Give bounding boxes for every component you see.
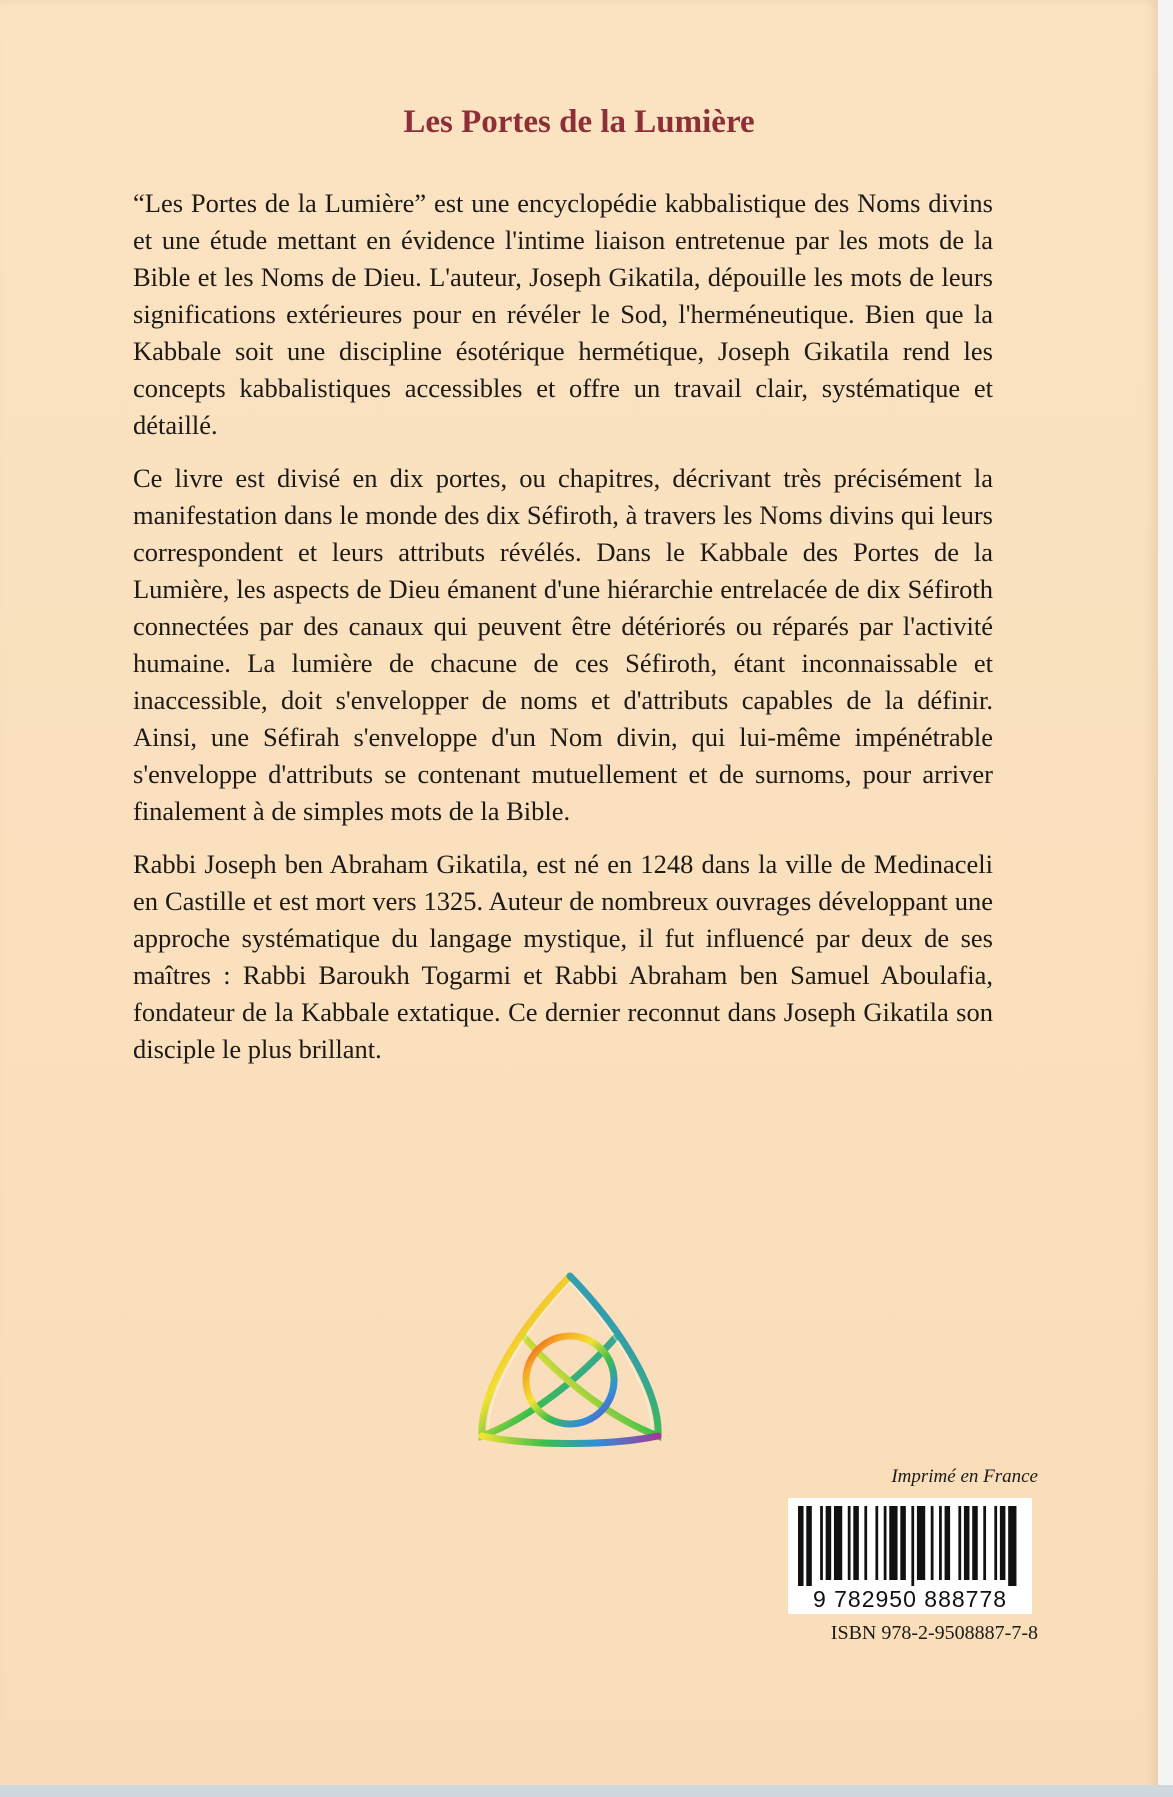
- barcode: [788, 1498, 1032, 1614]
- rainbow-triquetra-icon: [470, 1268, 670, 1448]
- isbn-label: ISBN 978-2-9508887-7-8: [830, 1622, 1038, 1644]
- blurb-paragraph-1: “Les Portes de la Lumière” est une encyclopédie kabbalistique des Noms divins et une étude mettant en évidence l'intime liaison entretenue par les mots de la Bible et les Noms de Dieu. L'auteur, Joseph Gikatila, dépouille les mots de leurs significations extérieures pour en révéler le Sod, l'herméneutique. Bien que la Kabbale soit une discipline ésotérique hermétique, Joseph Gikatila rend les concepts kabbalistiques accessibles et offre un travail clair, systématique et détaillé.: [133, 188, 993, 440]
- blurb-paragraph-3: Rabbi Joseph ben Abraham Gikatila, est né en 1248 dans la ville de Medinaceli en Castille et est mort vers 1325. Auteur de nombreux ouvrages développant une approche systématique du langage mystique, il fut influencé par deux de ses maîtres : Rabbi Baroukh Togarmi et Rabbi Abraham ben Samuel Aboulafia, fondateur de la Kabbale extatique. Ce dernier reconnut dans Joseph Gikatila son disciple le plus brillant.: [133, 849, 993, 1064]
- book-title: Les Portes de la Lumière: [403, 104, 755, 140]
- blurb: [133, 185, 993, 1084]
- barcode-digits: 9 782950 888778: [812, 1586, 1008, 1612]
- blurb-paragraph-2: Ce livre est divisé en dix portes, ou chapitres, décrivant très précisément la manifestation dans le monde des dix Séfiroth, à travers les Noms divins qui leurs correspondent et leurs attributs révélés. Dans le Kabbale des Portes de la Lumière, les aspects de Dieu émanent d'une hiérarchie entrelacée de dix Séfiroth connectées par des canaux qui peuvent être détériorés ou réparés par l'activité humaine. La lumière de chacune de ces Séfiroth, étant inconnaissable et inaccessible, doit s'envelopper de noms et d'attributs capables de la définir. Ainsi, une Séfirah s'enveloppe d'un Nom divin, qui lui-même impénétrable s'enveloppe d'attributs se contenant mutuellement et de surnoms, pour arriver finalement à de simples mots de la Bible.: [133, 463, 993, 826]
- barcode-bars: [798, 1506, 1022, 1586]
- scan-bottom-edge: [0, 1785, 1173, 1797]
- printed-in-label: Imprimé en France: [891, 1466, 1038, 1487]
- page-edge: [1158, 0, 1173, 1797]
